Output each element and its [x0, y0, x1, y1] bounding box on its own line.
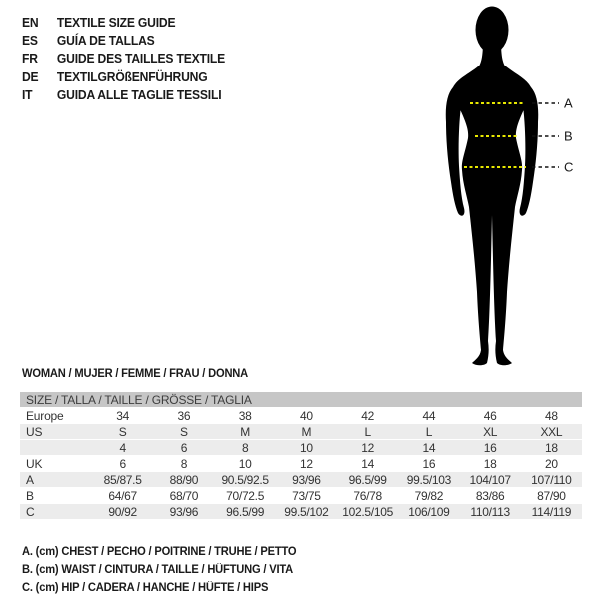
table-cell: 12 — [300, 457, 313, 471]
table-cell: 12 — [361, 441, 374, 455]
row-label: Europe — [26, 409, 64, 423]
table-cell: L — [364, 425, 371, 439]
legend-line: C. (cm) HIP / CADERA / HANCHE / HÜFTE / HIPS — [22, 582, 269, 594]
language-code: EN — [22, 16, 39, 30]
language-row — [22, 50, 225, 68]
table-cell: 18 — [483, 457, 497, 471]
table-cell: 83/86 — [475, 489, 505, 503]
table-cell: 99.5/103 — [406, 473, 452, 487]
language-row — [22, 32, 225, 50]
table-cell: 8 — [180, 457, 188, 471]
table-cell: 88/90 — [169, 473, 199, 487]
table-cell: 16 — [483, 441, 497, 455]
table-cell: 93/96 — [292, 473, 321, 487]
row-label: A — [26, 473, 34, 487]
measurement-legend — [22, 543, 305, 597]
table-cell: 44 — [422, 409, 436, 423]
table-cell: 40 — [300, 409, 313, 423]
table-cell: XL — [483, 425, 498, 439]
language-row — [22, 86, 225, 104]
table-cell: 36 — [177, 409, 191, 423]
table-cell: S — [118, 425, 127, 439]
language-row — [22, 68, 225, 86]
figure-area — [420, 0, 598, 385]
row-label: B — [26, 489, 34, 503]
table-cell: 93/96 — [169, 505, 199, 519]
table-cell: 14 — [422, 441, 436, 455]
language-title: TEXTILGRÖßENFÜHRUNG — [56, 70, 208, 84]
silhouette-body — [452, 66, 531, 365]
table-cell: 14 — [361, 457, 374, 471]
language-code: DE — [22, 70, 39, 84]
table-cell: 85/87.5 — [103, 473, 142, 487]
language-title-block — [22, 14, 231, 104]
table-cell: 76/78 — [353, 489, 382, 503]
table-cell: 20 — [545, 457, 558, 471]
table-cell: 96.5/99 — [348, 473, 387, 487]
size-table — [20, 392, 582, 520]
table-cell: M — [301, 425, 312, 439]
table-row — [20, 408, 582, 424]
marker-label-b: B — [564, 128, 573, 144]
table-cell: 6 — [180, 441, 188, 455]
table-cell: 8 — [241, 441, 249, 455]
language-title: GUIDA ALLE TAGLIE TESSILI — [56, 88, 222, 102]
table-cell: 64/67 — [108, 489, 137, 503]
language-code: IT — [22, 88, 33, 102]
table-cell: M — [240, 425, 250, 439]
table-row — [20, 504, 582, 520]
table-row — [20, 488, 582, 504]
table-cell: 18 — [545, 441, 558, 455]
table-cell: 114/119 — [531, 505, 572, 519]
language-code: FR — [22, 52, 38, 66]
row-label: UK — [26, 457, 43, 471]
table-cell: 6 — [119, 457, 126, 471]
row-label: C — [26, 505, 35, 519]
table-cell: 42 — [361, 409, 374, 423]
table-cell: 110/113 — [470, 505, 510, 519]
table-cell: 38 — [238, 409, 252, 423]
table-row — [20, 472, 582, 488]
table-cell: 10 — [238, 457, 252, 471]
table-cell: 90/92 — [108, 505, 137, 519]
marker-label-a: A — [564, 95, 573, 111]
table-cell: 99.5/102 — [284, 505, 329, 519]
language-title: GUIDE DES TAILLES TEXTILE — [56, 52, 225, 66]
row-label — [20, 440, 92, 455]
language-title: TEXTILE SIZE GUIDE — [56, 16, 176, 30]
size-table-body — [20, 408, 582, 520]
table-cell: 4 — [119, 441, 126, 455]
woman-silhouette-diagram — [420, 0, 598, 385]
table-cell: 73/75 — [292, 489, 321, 503]
table-cell: 16 — [422, 457, 436, 471]
table-cell: 48 — [545, 409, 558, 423]
table-row — [20, 440, 582, 456]
table-cell: 90.5/92.5 — [221, 473, 269, 487]
legend-line: B. (cm) WAIST / CINTURA / TAILLE / HÜFTUNG / VITA — [22, 564, 294, 576]
language-title: GUÍA DE TALLAS — [56, 34, 155, 48]
table-cell: 79/82 — [414, 489, 444, 503]
legend-line: A. (cm) CHEST / PECHO / POITRINE / TRUHE / PETTO — [22, 546, 297, 558]
table-cell: 107/110 — [531, 473, 572, 487]
table-cell: L — [425, 425, 433, 439]
size-table-header: SIZE / TALLA / TAILLE / GRÖSSE / TAGLIA — [20, 392, 582, 408]
language-row — [22, 14, 225, 32]
table-cell: 106/109 — [408, 505, 450, 519]
table-cell: 46 — [483, 409, 497, 423]
section-title: WOMAN / MUJER / FEMME / FRAU / DONNA — [22, 368, 249, 380]
language-code: ES — [22, 34, 38, 48]
marker-label-c: C — [564, 159, 574, 175]
table-cell: 102.5/105 — [342, 505, 393, 519]
table-cell: S — [180, 425, 188, 439]
table-row — [20, 456, 582, 472]
table-cell: 10 — [300, 441, 313, 455]
table-cell: 87/90 — [537, 489, 566, 503]
table-cell: 68/70 — [169, 489, 199, 503]
table-cell: 104/107 — [469, 473, 511, 487]
table-cell: XXL — [540, 425, 563, 439]
table-row — [20, 424, 582, 440]
table-cell: 96.5/99 — [226, 505, 265, 519]
table-cell: 70/72.5 — [226, 489, 265, 503]
row-label: US — [26, 425, 43, 439]
table-cell: 34 — [116, 409, 129, 423]
